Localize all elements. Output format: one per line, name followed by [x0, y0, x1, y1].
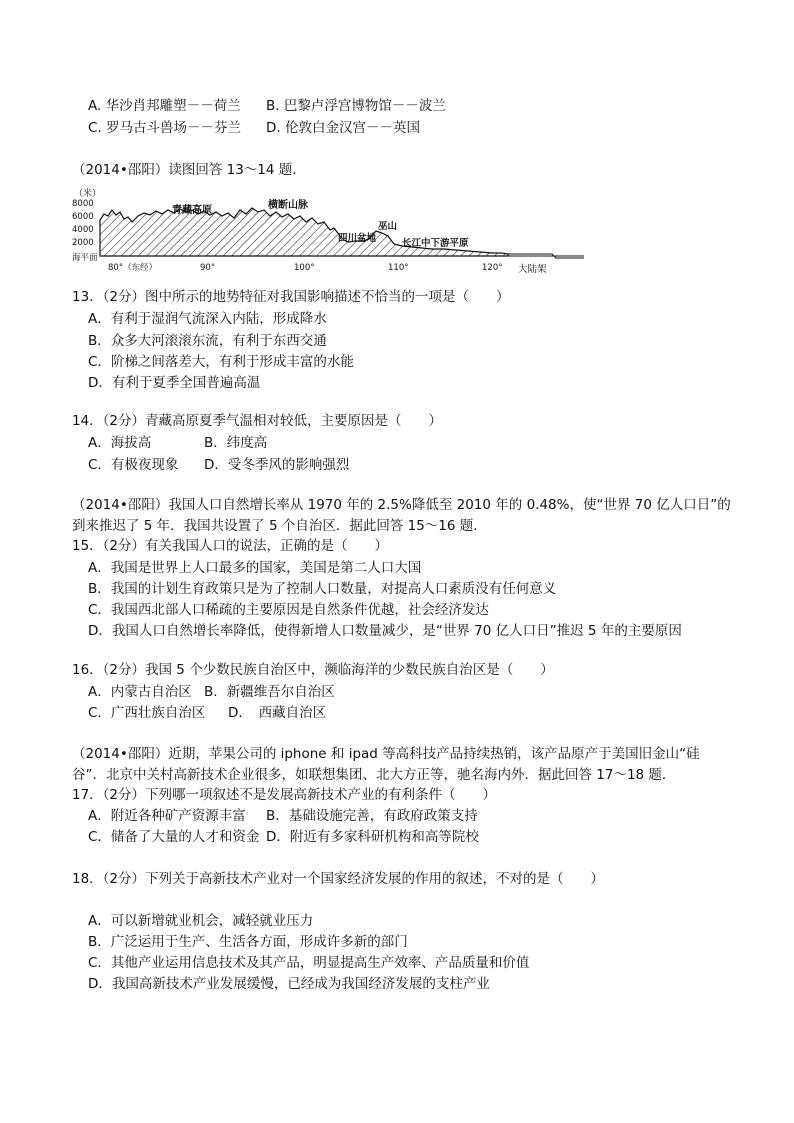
q15-option-d: D．我国人口自然增长率降低，使得新增人口数量减少，是“世界 70 亿人口日”推迟 5 年的主要原因 [88, 623, 682, 639]
label-plateau: 青藏高原 [172, 205, 212, 216]
q16-option-d: D． 西藏自治区 [228, 705, 327, 721]
intro-17-18-line-1: （2014•邵阳）近期，苹果公司的 iphone 和 ipad 等高科技产品持续热销，该产品原产于美国旧金山“硅 [72, 746, 700, 762]
fig-unit: （米） [74, 189, 102, 199]
q14-option-c: C．有极夜现象 [88, 457, 179, 473]
q14-option-a: A．海拔高 [88, 435, 152, 451]
label-yangtze: 长江中下游平原 [402, 238, 469, 249]
q13-option-a: A．有利于湿润气流深入内陆，形成降水 [88, 311, 327, 327]
label-wushan: 巫山 [378, 221, 398, 232]
fig-xtick-90: 90° [200, 263, 216, 273]
q13-option-d: D．有利于夏季全国普遍高温 [88, 375, 261, 391]
q13-option-c: C．阶梯之间落差大，有利于形成丰富的水能 [88, 354, 354, 370]
q16-option-b: B．新疆维吾尔自治区 [204, 684, 335, 700]
terrain-profile-figure [72, 186, 584, 276]
fig-xtick-120: 120° [482, 263, 503, 273]
q16-stem: 16．（2分）我国 5 个少数民族自治区中，濒临海洋的少数民族自治区是（ ） [72, 662, 554, 678]
q14-stem: 14．（2分）青藏高原夏季气温相对较低，主要原因是（ ） [72, 413, 443, 429]
fig-ytick-2000: 2000 [72, 238, 94, 248]
q13-stem: 13．（2分）图中所示的地势特征对我国影响描述不恰当的一项是（ ） [72, 289, 510, 305]
q17-stem: 17．（2分）下列哪一项叙述不是发展高新技术产业的有利条件（ ） [72, 787, 497, 803]
q18-stem: 18．（2分）下列关于高新技术产业对一个国家经济发展的作用的叙述，不对的是（ ） [72, 871, 605, 887]
fig-xtick-100: 100° [294, 263, 315, 273]
q12-option-c: C. 罗马古斗兽场－－芬兰 [88, 120, 242, 136]
intro-13-14: （2014•邵阳）读图回答 13～14 题． [72, 162, 306, 178]
label-shelf: 大陆架 [518, 264, 547, 275]
q18-option-c: C．其他产业运用信息技术及其产品，明显提高生产效率、产品质量和价值 [88, 955, 530, 971]
q17-option-b: B．基础设施完善，有政府政策支持 [266, 808, 478, 824]
q18-option-a: A．可以新增就业机会，减轻就业压力 [88, 913, 314, 929]
fig-ytick-4000: 4000 [72, 225, 94, 235]
label-sichuan: 四川盆地 [338, 233, 377, 244]
q12-option-a: A. 华沙肖邦雕塑－－荷兰 [88, 98, 241, 114]
fig-xtick-80: 80°（东经） [108, 263, 158, 273]
q17-option-d: D．附近有多家科研机构和高等院校 [266, 829, 479, 845]
q16-option-a: A．内蒙古自治区 [88, 684, 192, 700]
q15-option-a: A．我国是世界上人口最多的国家，美国是第二人口大国 [88, 560, 422, 576]
q18-option-d: D．我国高新技术产业发展缓慢，已经成为我国经济发展的支柱产业 [88, 976, 490, 992]
intro-15-16-line-1: （2014•邵阳）我国人口自然增长率从 1970 年的 2.5%降低至 2010 年的 0.48%，使“世界 70 亿人口日”的 [72, 497, 731, 513]
q12-option-d: D. 伦敦白金汉宫－－英国 [266, 120, 420, 136]
q13-option-b: B．众多大河滚滚东流，有利于东西交通 [88, 333, 327, 349]
intro-17-18-line-2: 谷”．北京中关村高新技术企业很多，如联想集团、北大方正等，驰名海内外．据此回答 17～18 题． [72, 767, 676, 783]
q16-option-c: C．广西壮族自治区 [88, 705, 206, 721]
terrain-profile-svg [72, 186, 584, 276]
q14-option-b: B．纬度高 [204, 435, 268, 451]
fig-sea-level: 海平面 [72, 253, 98, 263]
fig-xtick-110: 110° [388, 263, 409, 273]
fig-ytick-8000: 8000 [72, 199, 94, 209]
fig-ytick-6000: 6000 [72, 212, 94, 222]
label-hengduan: 横断山脉 [268, 200, 308, 211]
intro-15-16-line-2: 到来推迟了 5 年．我国共设置了 5 个自治区．据此回答 15～16 题． [72, 518, 487, 534]
q15-option-b: B．我国的计划生育政策只是为了控制人口数量，对提高人口素质没有任何意义 [88, 581, 557, 597]
q17-option-c: C．储备了大量的人才和资金 [88, 829, 260, 845]
q12-option-b: B. 巴黎卢浮宫博物馆－－波兰 [266, 98, 446, 114]
q14-option-d: D．受冬季风的影响强烈 [204, 457, 350, 473]
q15-option-c: C．我国西北部人口稀疏的主要原因是自然条件优越，社会经济发达 [88, 602, 489, 618]
q15-stem: 15．（2分）有关我国人口的说法，正确的是（ ） [72, 538, 389, 554]
q17-option-a: A．附近各种矿产资源丰富 [88, 808, 246, 824]
q18-option-b: B．广泛运用于生产、生活各方面，形成许多新的部门 [88, 934, 408, 950]
